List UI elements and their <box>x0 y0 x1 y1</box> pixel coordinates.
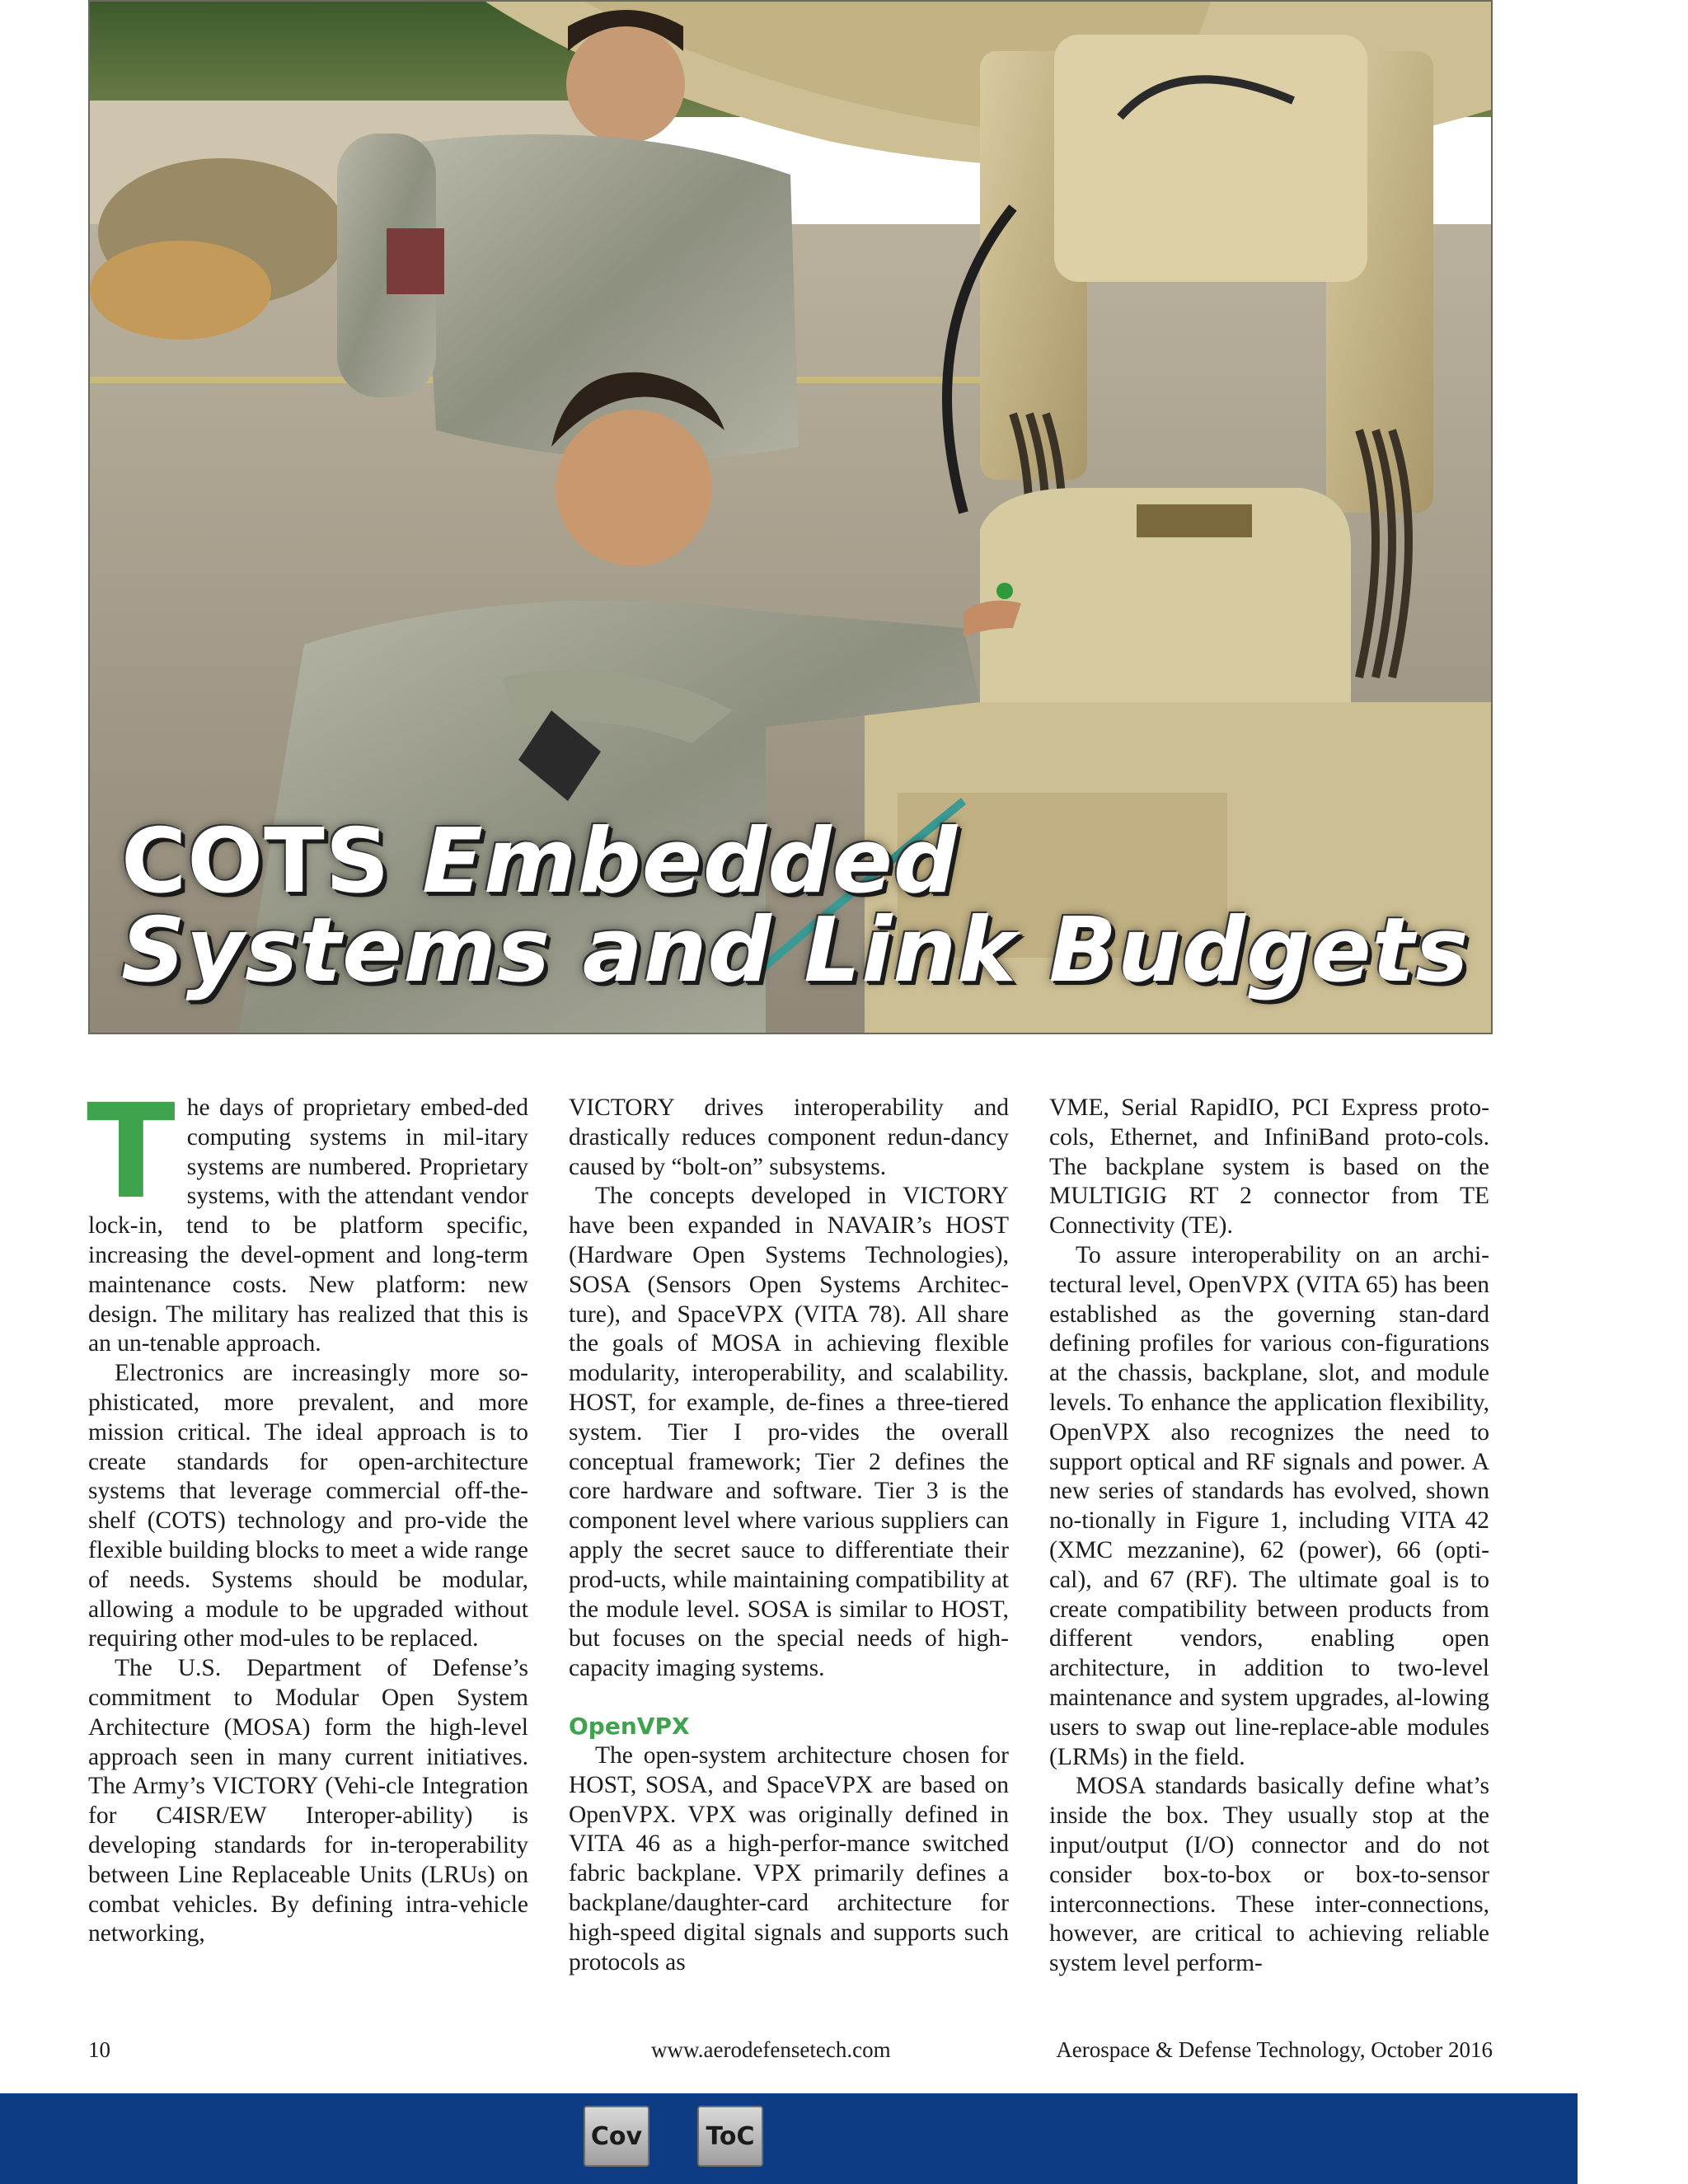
paragraph: VICTORY drives interoperability and drastically reduces component redun-dancy caused by “bolt-on” subsystems. <box>569 1094 1009 1180</box>
paragraph: Electronics are increasingly more so-phisticated, more prevalent, and more mission critical. The ideal approach is to create standards for open-architecture systems that leverage commercial off-the-shelf (COTS) technology and pro-vide the flexible building blocks to meet a wide range of needs. Systems should be modular, allowing a module to be upgraded without requiring other mod-ules to be replaced. <box>88 1360 528 1652</box>
article-column-1 <box>87 1076 528 1949</box>
paragraph: VME, Serial RapidIO, PCI Express proto-cols, Ethernet, and InfiniBand proto-cols. The backplane system is based on the MULTIGIG RT 2 connector from TE Connectivity (TE). <box>1049 1094 1489 1240</box>
drop-cap: T <box>87 1076 176 1228</box>
title-cots: COTS <box>121 810 391 913</box>
article-title <box>121 810 1470 1002</box>
bottom-nav-bar <box>0 2093 1578 2184</box>
hero-photo <box>88 0 1493 1034</box>
title-embedded: Embedded <box>422 810 959 913</box>
paragraph: The concepts developed in VICTORY have been expanded in NAVAIR’s HOST (Hardware Open Systems Technologies), SOSA (Sensors Open Systems Architec-ture), and SpaceVPX (VITA 78). All share the goals of MOSA in achieving flexible modularity, interoperability, and scalability. HOST, for example, de-fines a three-tiered system. Tier I pro-vides the overall conceptual framework; Tier 2 defines the core hardware and software. Tier 3 is the component level where various suppliers can apply the secret sauce to differentiate their prod-ucts, while maintaining compatibility at the module level. SOSA is similar to HOST, but focuses on the special needs of high-capacity imaging systems. <box>569 1183 1009 1682</box>
article-column-2 <box>569 1094 1009 1977</box>
paragraph: MOSA standards basically define what’s inside the box. They usually stop at the input/output (I/O) connector and do not consider box-to-box or box-to-sensor interconnections. These inter-connections, however, are critical to achieving reliable system level perform- <box>1049 1773 1489 1977</box>
website-url[interactable]: www.aerodefensetech.com <box>651 2037 891 2062</box>
cover-button[interactable]: Cov <box>584 2106 649 2167</box>
paragraph: To assure interoperability on an archi-tectural level, OpenVPX (VITA 65) has been established as the governing stan-dard defining profiles for various con-figurations at the chassis, backplane, slot, and module levels. To enhance the application flexibility, OpenVPX also recognizes the need to support optical and RF signals and power. A new series of standards has evolved, shown no-tionally in Figure 1, including VITA 42 (XMC mezzanine), 62 (power), 66 (opti-cal), and 67 (RF). The ultimate goal is to create compatibility between products from different vendors, enabling open architecture, in addition to two-level maintenance and system upgrades, al-lowing users to swap out line-replace-able modules (LRMs) in the field. <box>1049 1241 1489 1770</box>
section-heading: OpenVPX <box>569 1712 690 1740</box>
table-of-contents-button[interactable]: ToC <box>697 2106 763 2167</box>
page-number: 10 <box>88 2037 110 2062</box>
paragraph: he days of proprietary embed-ded computing systems in mil-itary systems are numbered. Proprietary systems, with the attendant vendor lock-in, tend to be platform specific, increasing the devel-opment and long-term maintenance costs. New platform: new design. The military has realized that this is an un-tenable approach. <box>88 1094 528 1357</box>
title-line-2: Systems and Link Budgets <box>121 899 1470 1002</box>
magazine-issue: Aerospace & Defense Technology, October 2016 <box>1056 2037 1493 2062</box>
paragraph: The open-system architecture chosen for HOST, SOSA, and SpaceVPX are based on OpenVPX. VPX was originally defined in VITA 46 as a high-perfor-mance switched fabric backplane. VPX primarily defines a backplane/daughter-card architecture for high-speed digital signals and supports such protocols as <box>569 1741 1009 1975</box>
paragraph: The U.S. Department of Defense’s commitment to Modular Open System Architecture (MOSA) form the high-level approach seen in many current initiatives. The Army’s VICTORY (Vehi-cle Integration for C4ISR/EW Interoper-ability) is developing standards for in-teroperability between Line Replaceable Units (LRUs) on combat vehicles. By defining intra-vehicle networking, <box>88 1655 528 1947</box>
article-column-3 <box>1049 1094 1489 1979</box>
